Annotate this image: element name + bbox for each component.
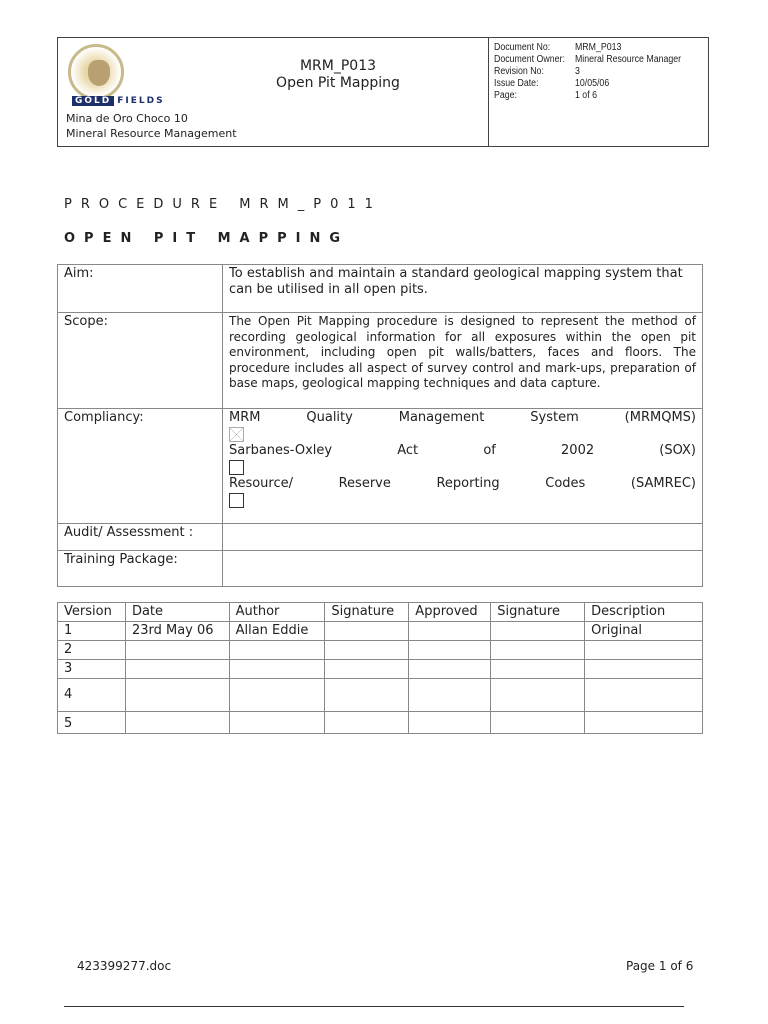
column-header: Date (125, 603, 229, 622)
column-header: Signature (491, 603, 585, 622)
column-header: Author (229, 603, 325, 622)
aim-text: To establish and maintain a standard geological mapping system that can be utilised in all open pits. (223, 265, 703, 313)
table-cell (409, 712, 491, 734)
table-cell (585, 641, 703, 660)
table-cell (491, 679, 585, 712)
meta-value: 1 of 6 (574, 90, 597, 101)
procedure-heading: PROCEDURE MRM_P011 (64, 197, 382, 212)
doc-code: MRM_P013 (299, 58, 377, 74)
version-table (57, 602, 703, 734)
meta-row (494, 54, 681, 66)
column-header: Description (585, 603, 703, 622)
table-cell (491, 712, 585, 734)
meta-row (494, 78, 681, 90)
table-cell (229, 660, 325, 679)
divider (488, 38, 489, 146)
training-value[interactable] (223, 551, 703, 587)
compliancy-checkbox[interactable] (229, 427, 244, 442)
procedure-title: OPEN PIT MAPPING (64, 231, 350, 246)
meta-key: Revision No: (494, 66, 544, 77)
column-header: Version (58, 603, 126, 622)
table-cell: Original (585, 622, 703, 641)
table-row (58, 641, 703, 660)
table-cell (229, 712, 325, 734)
meta-value: Mineral Resource Manager (574, 54, 682, 65)
compliancy-item: Sarbanes-Oxley Act of 2002 (SOX) (229, 443, 696, 458)
gold-fields-logo (68, 44, 124, 100)
table-cell: 23rd May 06 (125, 622, 229, 641)
meta-row (494, 66, 681, 78)
table-cell (409, 660, 491, 679)
table-cell (325, 712, 409, 734)
table-cell (325, 641, 409, 660)
table-cell (229, 641, 325, 660)
footer-rule (64, 1006, 684, 1007)
table-row (58, 622, 703, 641)
doc-title (248, 58, 428, 92)
info-table (57, 264, 703, 587)
table-cell (125, 712, 229, 734)
compliancy-list (223, 409, 703, 524)
version-header-row (58, 603, 703, 622)
table-cell: 3 (58, 660, 126, 679)
table-cell (229, 679, 325, 712)
logo-wordmark (72, 95, 182, 107)
site-info (66, 111, 237, 141)
compliancy-item: Resource/ Reserve Reporting Codes (SAMREC) (229, 476, 696, 491)
footer-page: Page 1 of 6 (626, 959, 694, 973)
meta-value: 3 (574, 66, 580, 77)
document-header (57, 37, 709, 147)
table-cell: 4 (58, 679, 126, 712)
meta-row (494, 90, 681, 102)
column-header: Signature (325, 603, 409, 622)
column-header: Approved (409, 603, 491, 622)
audit-label: Audit/ Assessment : (58, 524, 223, 551)
meta-value: 10/05/06 (574, 78, 610, 89)
aim-label: Aim: (58, 265, 223, 313)
table-cell: Allan Eddie (229, 622, 325, 641)
table-cell (585, 679, 703, 712)
audit-value[interactable] (223, 524, 703, 551)
table-cell (125, 660, 229, 679)
table-row (58, 679, 703, 712)
compliancy-checkbox[interactable] (229, 460, 244, 475)
table-row (58, 712, 703, 734)
table-cell (325, 622, 409, 641)
meta-key: Document Owner: (494, 54, 565, 65)
table-cell (491, 641, 585, 660)
meta-value: MRM_P013 (574, 42, 622, 53)
table-cell (409, 679, 491, 712)
scope-label: Scope: (58, 313, 223, 409)
training-label: Training Package: (58, 551, 223, 587)
compliancy-label: Compliancy: (58, 409, 223, 524)
department: Mineral Resource Management (66, 127, 237, 140)
footer-filename: 423399277.doc (77, 959, 172, 973)
table-cell: 5 (58, 712, 126, 734)
doc-title-text: Open Pit Mapping (276, 75, 400, 91)
table-cell (491, 622, 585, 641)
table-cell: 1 (58, 622, 126, 641)
table-cell (325, 660, 409, 679)
logo-word: GOLD (72, 96, 114, 106)
table-cell (585, 660, 703, 679)
table-cell (125, 641, 229, 660)
scope-text: The Open Pit Mapping procedure is designed to represent the method of recording geological information for all exposures within the open pit environment, including open pit walls/batters, faces and floors. The procedure includes all aspect of survey control and mark-ups, preparation of base maps, geological mapping techniques and data capture. (223, 313, 703, 409)
table-cell (409, 641, 491, 660)
doc-meta (494, 42, 681, 102)
table-cell: 2 (58, 641, 126, 660)
table-cell (491, 660, 585, 679)
site-name: Mina de Oro Choco 10 (66, 112, 188, 125)
meta-key: Issue Date: (494, 78, 539, 89)
meta-row (494, 42, 681, 54)
compliancy-checkbox[interactable] (229, 493, 244, 508)
meta-key: Page: (494, 90, 518, 101)
lion-icon (88, 60, 110, 86)
compliancy-item: MRM Quality Management System (MRMQMS) (229, 410, 696, 425)
table-cell (409, 622, 491, 641)
table-cell (125, 679, 229, 712)
meta-key: Document No: (494, 42, 551, 53)
table-cell (585, 712, 703, 734)
logo-word: FIELDS (117, 96, 165, 106)
table-cell (325, 679, 409, 712)
table-row (58, 660, 703, 679)
